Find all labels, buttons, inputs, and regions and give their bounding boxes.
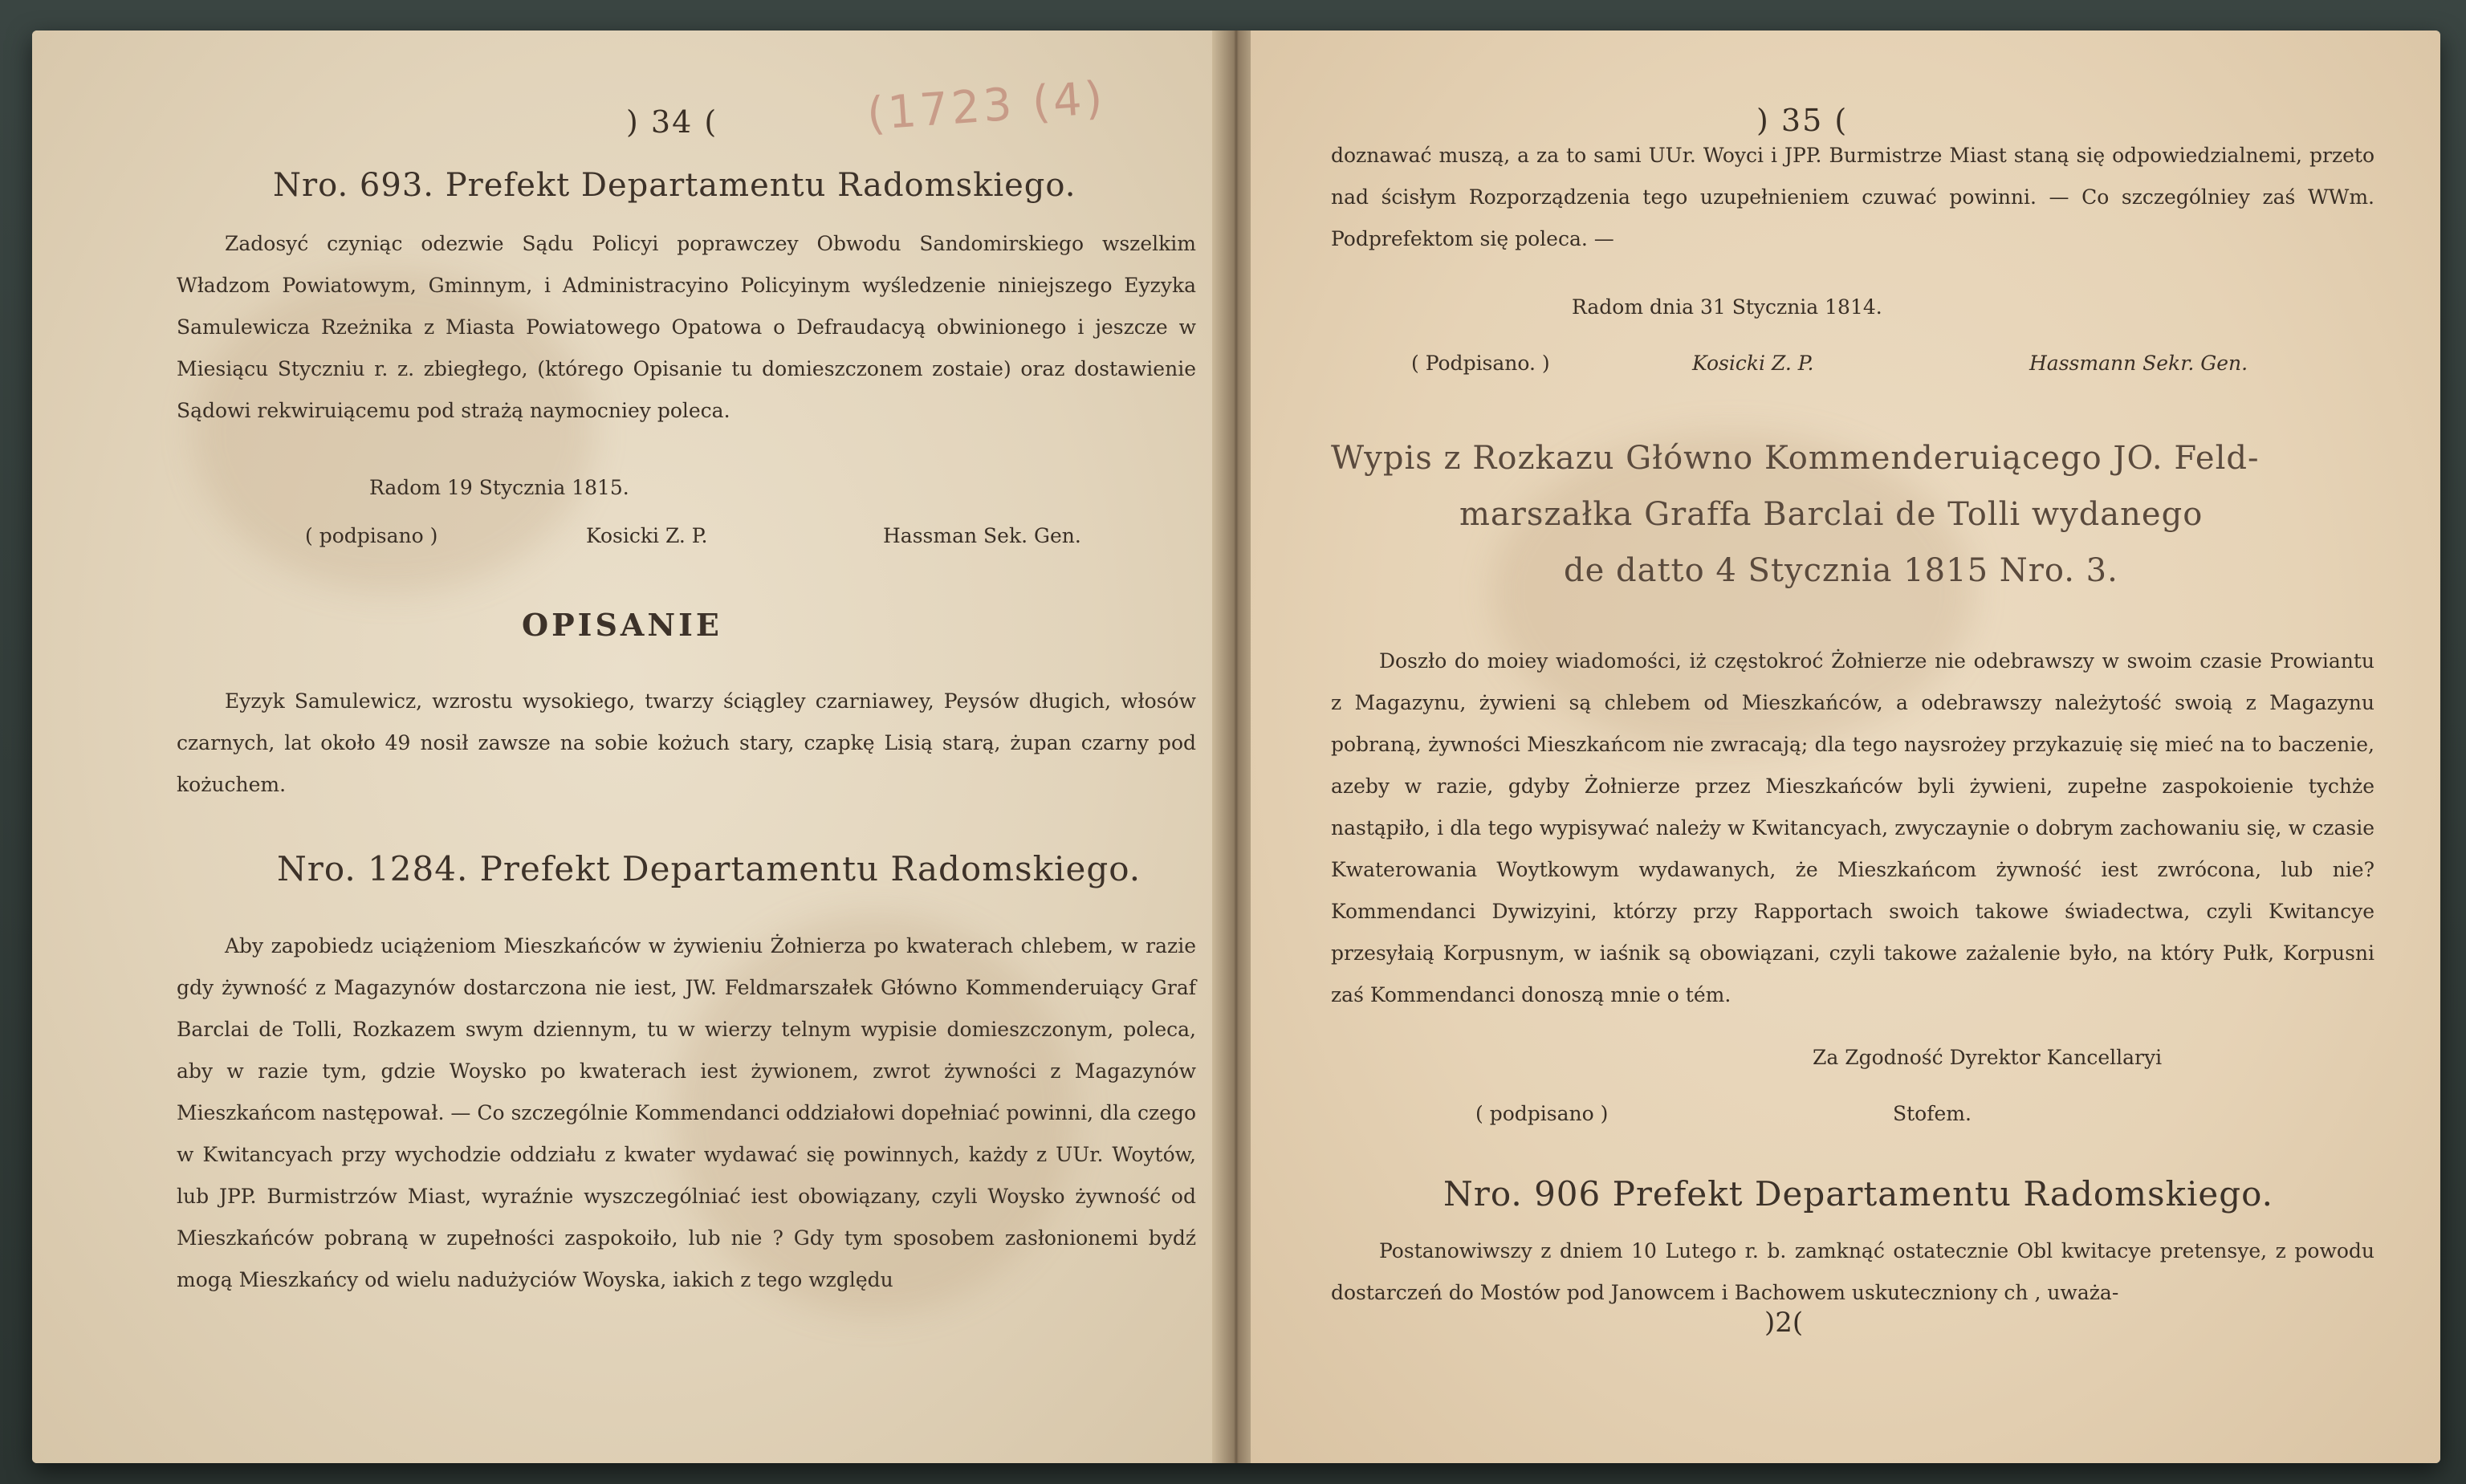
right-page [1251, 30, 2440, 1463]
attest-name: Stofem. [1893, 1102, 1972, 1125]
description-body [177, 681, 1196, 806]
notice-heading: Nro. 906 Prefekt Departamentu Radomskiego. [1443, 1174, 2274, 1214]
signed-label: ( podpisano ) [305, 524, 438, 547]
order-title-line-2: marszałka Graffa Barclai de Tolli wydanego [1459, 496, 2204, 533]
description-heading: OPISANIE [522, 607, 722, 643]
notice-body-text: Zadosyć czyniąc odezwie Sądu Policyi poprawczey Obwodu Sandomirskiego wszelkim Władzom Powiatowym, Gminnym, i Administracyino Policyinym wyśledzenie niniejszego Eyzyka Samulewicza Rzeżnika z Miasta Powiatowego Opatowa o Defraudacyą obwinionego i jeszcze w Miesiącu Styczniu r. z. zbiegłego, (którego Opisanie tu domieszczonem zostaie) oraz dostawienie Sądowi rekwiruiącemu pod strażą naymocniey poleca. [177, 232, 1196, 422]
secretary-name: Hassmann Sekr. Gen. [2029, 352, 2248, 375]
order-title-line-1: Wypis z Rozkazu Główno Kommenderuiącego JO. Feld- [1331, 440, 2260, 477]
attest-line: Za Zgodność Dyrektor Kancellaryi [1813, 1046, 2163, 1069]
description-body-text: Eyzyk Samulewicz, wzrostu wysokiego, twarzy ściągley czarniawey, Peysów długich, włosów czarnych, lat około 49 nosił zawsze na sobie kożuch stary, czapkę Lisią starą, żupan czarny pod kożuchem. [177, 689, 1196, 796]
signer-name: Kosicki Z. P. [586, 524, 708, 547]
continuation-body: doznawać muszą, a za to sami UUr. Woyci i JPP. Burmistrze Miast staną się odpowiedzialnemi, przeto nad ścisłym Rozporządzenia tego uzupełnieniem czuwać powinni. — Co szczególniey zaś WWm. Podprefektom się poleca. — [1331, 144, 2374, 250]
date-line: Radom 19 Stycznia 1815. [369, 476, 629, 499]
order-body [1331, 640, 2374, 1016]
secretary-name: Hassman Sek. Gen. [883, 524, 1081, 547]
pencil-mark: (1723 (4) [865, 71, 1108, 141]
page-number-right: ) 35 ( [1756, 103, 1849, 138]
order-body-text: Doszło do moiey wiadomości, iż częstokroć Żołnierze nie odebrawszy w swoim czasie Prowiantu z Magazynu, żywieni są chlebem od Mieszkańców, a odebrawszy należytość swoią z Magazynu pobraną, żywności Mieszkańcom nie zwracają; dla tego naysrożey przykazuię się mieć na to baczenie, azeby w razie, gdyby Żołnierze przez Mieszkańców byli żywieni, zupełne zaspokoienie tychże nastąpiło, i dla tego wypisywać należy w Kwitancyach, zwyczaynie o dobrym zachowaniu się, w czasie Kwaterowania Woytkowym wydawanych, że Mieszkańcom żywność iest zwrócona, lub nie? Kommendanci Dywizyini, którzy przy Rapportach swoich takowe świadectwa, czyli Kwitancye przesyłaią Korpusnym, w iaśnik są obowiązani, czyli takowe zażalenie było, na który Pułk, Korpusni zaś Kommendanci donoszą mnie o tém. [1331, 649, 2374, 1006]
notice-body [177, 223, 1196, 432]
signer-name: Kosicki Z. P. [1692, 352, 1814, 375]
page-number-left: ) 34 ( [626, 104, 718, 140]
signed-label: ( podpisano ) [1475, 1102, 1609, 1125]
signed-label: ( Podpisano. ) [1411, 352, 1550, 375]
open-book [32, 30, 2440, 1463]
left-page [32, 30, 1222, 1463]
notice-body [177, 925, 1196, 1301]
date-line: Radom dnia 31 Stycznia 1814. [1572, 295, 1882, 319]
notice-heading: Nro. 1284. Prefekt Departamentu Radomskiego. [277, 849, 1141, 888]
notice-body [1331, 1230, 2374, 1314]
order-title-line-3: de datto 4 Stycznia 1815 Nro. 3. [1564, 552, 2118, 589]
notice-body-text: Postanowiwszy z dniem 10 Lutego r. b. zamknąć ostatecznie Obl kwitacye pretensye, z powodu dostarczeń do Mostów pod Janowcem i Bachowem uskuteczniony ch , uważa- [1331, 1239, 2374, 1304]
notice-heading: Nro. 693. Prefekt Departamentu Radomskiego. [273, 167, 1076, 204]
notice-body-text: Aby zapobiedz uciążeniom Mieszkańców w żywieniu Żołnierza po kwaterach chlebem, w razie gdy żywność z Magazynów dostarczona nie iest, JW. Feldmarszałek Główno Kommenderuiący Graf Barclai de Tolli, Rozkazem swym dziennym, tu w wierzy telnym wypisie domieszczonym, poleca, aby w razie tym, gdzie Woysko po kwaterach iest żywionem, zwrot żywności z Magazynów Mieszkańcom następował. — Co szczególnie Kommendanci oddziałowi dopełniać powinni, dla czego w Kwitancyach przy wychodzie oddziału z kwater wydawać się powinnych, każdy z UUr. Woytów, lub JPP. Burmistrzów Miast, wyraźnie wyszczególniać iest obowiązany, czyli Woysko żywność od Mieszkańców pobraną w zupełności zaspokoiło, lub nie ? Gdy tym sposobem zasłonionemi bydź mogą Mieszkańcy od wielu nadużyciów Woyska, iakich z tego względu [177, 934, 1196, 1291]
signature-mark: )2( [1764, 1307, 1804, 1339]
